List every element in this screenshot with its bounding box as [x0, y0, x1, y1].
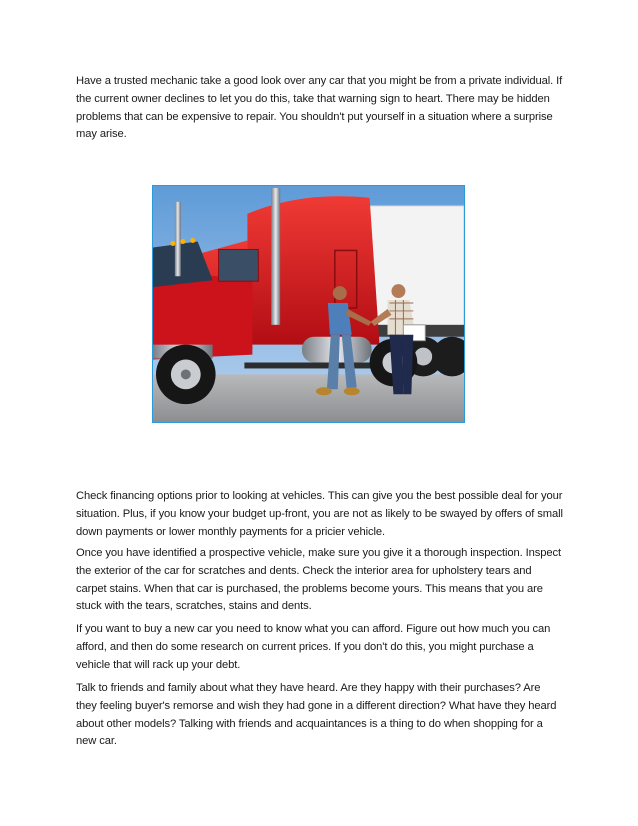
truck-illustration: [153, 186, 464, 422]
paragraph-mechanic: Have a trusted mechanic take a good look over any car that you might be from a private individual. If the current owner declines to let you do this, take that warning sign to heart. There may be hidden problems that can be expensive to repair. You shouldn't put yourself in a situation where a surprise may arise.: [76, 75, 563, 141]
paragraph-friends: Talk to friends and family about what they have heard. Are they happy with their purchases? Are they feeling buyer's remorse and wish they had gone in a different direction? What have they heard about other models? Talking with friends and acquaintances is a thing to do when shopping for a new car.: [76, 682, 557, 748]
paragraph-afford: If you want to buy a new car you need to know what you can afford. Figure out how much you can afford, and then do some research on current prices. If you don't do this, you might purchase a vehicle that will rack up your debt.: [76, 623, 551, 671]
paragraph-financing: Check financing options prior to looking at vehicles. This can give you the best possible deal for your situation. Plus, if you know your budget up-front, you are not as likely to be swayed by offers of small down payments or lower monthly payments for a pricier vehicle.: [76, 490, 563, 538]
paragraph-inspection: Once you have identified a prospective vehicle, make sure you give it a thorough inspection. Inspect the exterior of the car for scratches and dents. Check the interior area for upholstery tears and carpet stains. When that car is purchased, the problems become yours. This means that you are stuck with the tears, scratches, stains and dents.: [76, 547, 562, 613]
truck-photo: [152, 185, 465, 423]
